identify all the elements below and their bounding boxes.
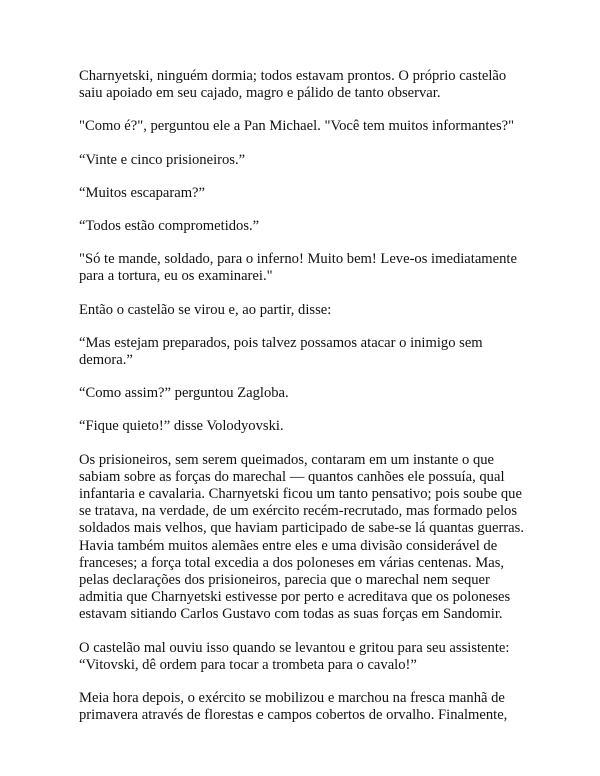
paragraph-8: “Mas estejam preparados, pois talvez possamos atacar o inimigo sem demora.” (79, 334, 483, 369)
paragraph-6: "Só te mande, soldado, para o inferno! Muito bem! Leve-os imediatamente para a tortura, eu os examinarei." (79, 251, 517, 285)
paragraph-4: “Muitos escaparam?” (79, 184, 206, 201)
paragraph-2: "Como é?", perguntou ele a Pan Michael. "Você tem muitos informantes?" (79, 118, 515, 135)
paragraph-3: “Vinte e cinco prisioneiros.” (79, 151, 246, 168)
paragraph-10: “Fique quieto!” disse Volodyovski. (79, 418, 284, 435)
paragraph-13: Meia hora depois, o exército se mobilizou e marchou na fresca manhã de primavera através de florestas e campos cobertos de orvalho. Finalmente, (79, 690, 508, 724)
paragraph-7: Então o castelão se virou e, ao partir, disse: (79, 301, 332, 318)
body-text (79, 68, 529, 740)
paragraph-12: O castelão mal ouviu isso quando se levantou e gritou para seu assistente: “Vitovski, dê ordem para tocar a trombeta para o cavalo!” (79, 639, 510, 673)
paragraph-1: Charnyetski, ninguém dormia; todos estavam prontos. O próprio castelão saiu apoiado em seu cajado, magro e pálido de tanto observar. (79, 68, 507, 102)
paragraph-5: “Todos estão comprometidos.” (79, 218, 260, 235)
paragraph-9: “Como assim?” perguntou Zagloba. (79, 385, 289, 402)
paragraph-11: Os prisioneiros, sem serem queimados, contaram em um instante o que sabiam sobre as forças do marechal — quantos canhões ele possuía, qual infantaria e cavalaria. Charnyetski ficou um tanto pensativo; pois soube que se tratava, na verdade, de um exército recém-recrutado, mas formado pelos soldados mais velhos, que haviam participado de sabe-se lá quantas guerras. Havia também muitos alemães entre eles e uma divisão considerável de franceses; a força total excedia a dos poloneses em várias centenas. Mas, pelas declarações dos prisioneiros, parecia que o marechal nem sequer admitia que Charnyetski estivesse por perto e acreditava que os poloneses estavam sitiando Carlos Gustavo com todas as suas forças em Sandomir. (79, 451, 524, 623)
